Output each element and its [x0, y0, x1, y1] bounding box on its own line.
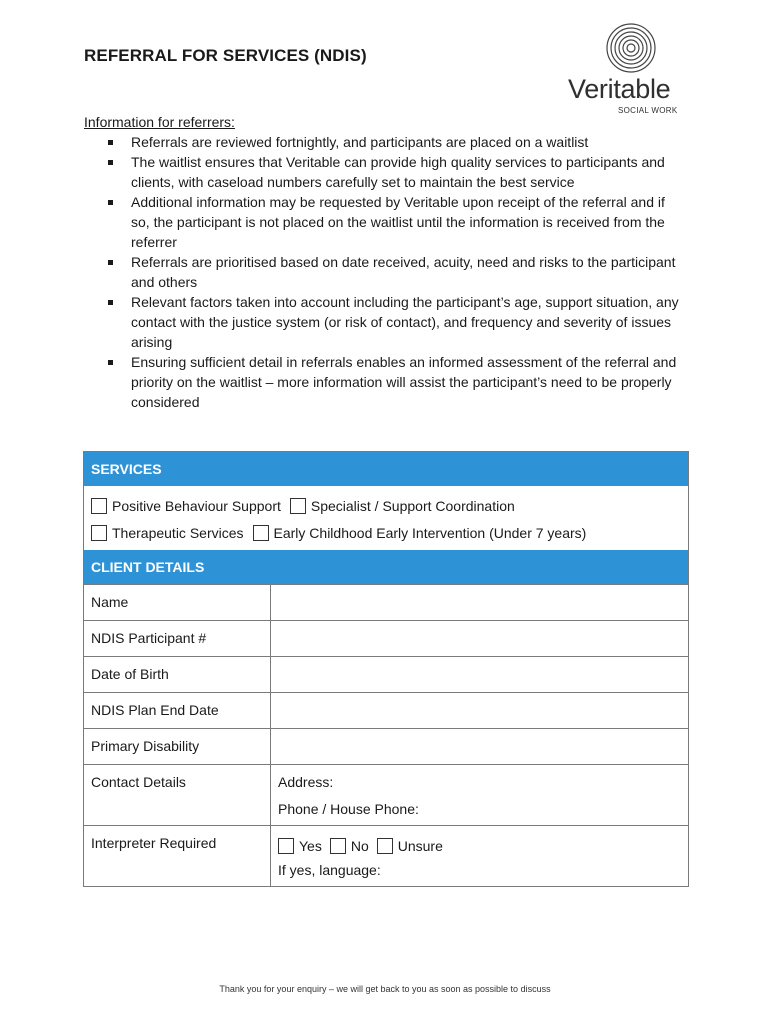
info-heading: Information for referrers: [84, 114, 235, 130]
list-item [84, 132, 684, 152]
checkbox[interactable] [91, 525, 107, 541]
info-list [84, 132, 684, 412]
field-label: Interpreter Required [84, 826, 271, 887]
ndis-number-field[interactable] [271, 621, 689, 657]
services-options [84, 486, 688, 550]
checkbox[interactable] [278, 838, 294, 854]
address-label: Address: [278, 774, 334, 790]
logo-name: Veritable [568, 74, 671, 104]
dob-field[interactable] [271, 657, 689, 693]
phone-label: Phone / House Phone: [278, 801, 419, 817]
interpreter-yes[interactable]: Yes [278, 835, 322, 857]
field-label: Date of Birth [84, 657, 271, 693]
services-header: SERVICES [84, 452, 688, 486]
field-label: Name [84, 585, 271, 621]
footer-text: Thank you for your enquiry – we will get back to you as soon as possible to discuss [219, 984, 551, 994]
checkbox[interactable] [330, 838, 346, 854]
checkbox[interactable] [253, 525, 269, 541]
info-item-text: Referrals are prioritised based on date received, acuity, need and risks to the participant and others [131, 254, 676, 290]
list-item [84, 292, 684, 352]
info-item-text: The waitlist ensures that Veritable can provide high quality services to participants and clients, with caseload numbers carefully set to maintain the best service [131, 154, 665, 190]
service-label: Positive Behaviour Support [112, 497, 281, 514]
service-label: Early Childhood Early Intervention (Under 7 years) [273, 524, 587, 541]
table-row [84, 729, 688, 765]
language-label: If yes, language: [278, 862, 381, 878]
info-item-text: Ensuring sufficient detail in referrals enables an informed assessment of the referral and priority on the waitlist – more information will assist the participant’s need to be properly considered [131, 354, 677, 410]
service-option-ecei[interactable] [253, 525, 587, 541]
field-label: Contact Details [84, 765, 271, 826]
interpreter-unsure[interactable]: Unsure [377, 835, 443, 857]
info-item-text: Relevant factors taken into account including the participant’s age, support situation, any contact with the justice system (or risk of contact), and frequency and severity of issues arising [131, 294, 679, 350]
table-row [84, 765, 688, 826]
table-row [84, 657, 688, 693]
table-row [84, 621, 688, 657]
service-option-therapeutic[interactable] [91, 525, 244, 541]
fingerprint-icon [604, 22, 658, 74]
bullet-icon [108, 140, 113, 145]
field-label: Primary Disability [84, 729, 271, 765]
bullet-icon [108, 360, 113, 365]
list-item [84, 152, 684, 192]
service-option-pbs[interactable] [91, 498, 281, 514]
page-title: REFERRAL FOR SERVICES (NDIS) [84, 46, 367, 65]
logo-subtitle: SOCIAL WORK [618, 106, 678, 115]
contact-details-field[interactable] [271, 765, 689, 826]
form-box [83, 451, 689, 887]
list-item [84, 352, 684, 412]
bullet-icon [108, 260, 113, 265]
interpreter-no[interactable]: No [330, 835, 369, 857]
bullet-icon [108, 200, 113, 205]
field-label: NDIS Participant # [84, 621, 271, 657]
checkbox[interactable] [377, 838, 393, 854]
client-details-header: CLIENT DETAILS [84, 550, 688, 584]
info-item-text: Referrals are reviewed fortnightly, and participants are placed on a waitlist [131, 134, 589, 150]
bullet-icon [108, 300, 113, 305]
service-label: Specialist / Support Coordination [310, 497, 515, 514]
plan-end-date-field[interactable] [271, 693, 689, 729]
table-row [84, 585, 688, 621]
service-label: Therapeutic Services [112, 524, 244, 541]
info-item-text: Additional information may be requested by Veritable upon receipt of the referral and if so, the participant is not placed on the waitlist until the information is received from the referrer [131, 194, 665, 250]
interpreter-field [271, 826, 689, 887]
name-field[interactable] [271, 585, 689, 621]
checkbox[interactable] [290, 498, 306, 514]
service-option-coordination[interactable] [290, 498, 515, 514]
client-details-table [84, 584, 688, 886]
list-item [84, 252, 684, 292]
bullet-icon [108, 160, 113, 165]
table-row [84, 693, 688, 729]
veritable-logo [566, 22, 696, 118]
list-item [84, 192, 684, 252]
table-row [84, 826, 688, 887]
checkbox[interactable] [91, 498, 107, 514]
field-label: NDIS Plan End Date [84, 693, 271, 729]
primary-disability-field[interactable] [271, 729, 689, 765]
